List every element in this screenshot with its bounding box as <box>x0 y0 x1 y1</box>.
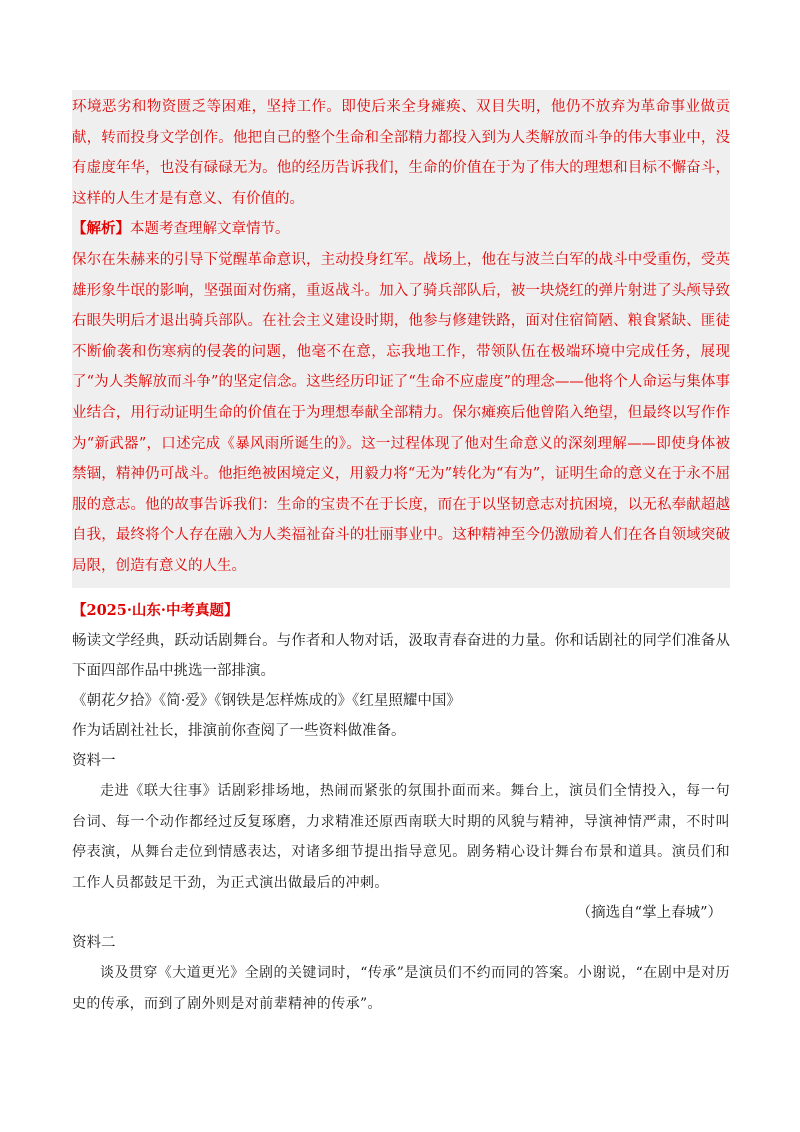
question-intro: 畅读文学经典，跃动话剧舞台。与作者和人物对话，汲取青春奋进的力量。你和话剧社的同学们准备从下面四部作品中挑选一部排演。 <box>72 633 730 679</box>
material2-text: 谈及贯穿《大道更光》全剧的关键词时，“传承”是演员们不约而同的答案。小谢说，“在剧中是对历史的传承，而到了剧外则是对前辈精神的传承”。 <box>72 965 730 1012</box>
answer-continuation: 环境恶劣和物资匮乏等困难，坚持工作。即使后来全身瘫痪、双目失明，他仍不放弃为革命事业做贡献，转而投身文学创作。他把自己的整个生命和全部精力都投入到为人类解放而斗争的伟大事业中，没有虚度年华，也没有碌碌无为。他的经历告诉我们，生命的价值在于为了伟大的理想和目标不懈奋斗，这样的人生才是有意义、有价值的。 <box>72 99 730 207</box>
prep-text: 作为话剧社社长，排演前你查阅了一些资料做准备。 <box>72 723 406 739</box>
material1-text: 走进《联大往事》话剧彩排场地，热闹而紧张的氛围扑面而来。舞台上，演员们全情投入，每一句台词、每一个动作都经过反复琢磨，力求精准还原西南联大时期的风貌与精神，导演神情严肃，不时叫停表演，从舞台走位到情感表达，对诸多细节提出指导意见。剧务精心设计舞台布景和道具。演员们和工作人员都鼓足干劲，为正式演出做最后的冲刺。 <box>72 783 730 891</box>
works-list: 《朝花夕拾》《简·爱》《钢铁是怎样炼成的》《红星照耀中国》 <box>72 693 461 709</box>
material2-label: 资料二 <box>72 935 116 951</box>
material1-label: 资料一 <box>72 753 116 769</box>
question-block <box>72 596 730 1019</box>
analysis-body: 保尔在朱赫来的引导下觉醒革命意识，主动投身红军。战场上，他在与波兰白军的战斗中受重伤，受英雄形象牛氓的影响，坚强面对伤痛，重返战斗。加入了骑兵部队后，被一块烧红的弹片射进了头颅导致右眼失明后才退出骑兵部队。在社会主义建设时期，他参与修建铁路，面对住宿简陋、粮食紧缺、匪徒不断偷袭和伤寒病的侵袭的问题，他毫不在意，忘我地工作，带领队伍在极端环境中完成任务，展现了“为人类解放而斗争”的坚定信念。这些经历印证了“生命不应虚度”的理念——他将个人命运与集体事业结合，用行动证明生命的价值在于为理想奉献全部精力。保尔瘫痪后他曾陷入绝望，但最终以写作作为“新武器”，口述完成《暴风雨所诞生的》。这一过程体现了他对生命意义的深刻理解——即使身体被禁锢，精神仍可战斗。他拒绝被困境定义，用毅力将“无为”转化为“有为”，证明生命的意义在于永不屈服的意志。他的故事告诉我们：生命的宝贵不在于长度，而在于以坚韧意志对抗困境，以无私奉献超越自我，最终将个人存在融入为人类福祉奋斗的壮丽事业中。这种精神至今仍激励着人们在各自领域突破局限，创造有意义的人生。 <box>72 251 730 574</box>
material1-source: （摘选自“掌上春城”） <box>576 905 722 921</box>
answer-explanation-block <box>72 90 730 588</box>
analysis-label: 【解析】 <box>72 220 130 238</box>
analysis-paragraph <box>72 214 730 245</box>
question-source-tag: 【2025·山东·中考真题】 <box>72 602 239 619</box>
analysis-intro: 本题考查理解文章情节。 <box>130 221 290 238</box>
